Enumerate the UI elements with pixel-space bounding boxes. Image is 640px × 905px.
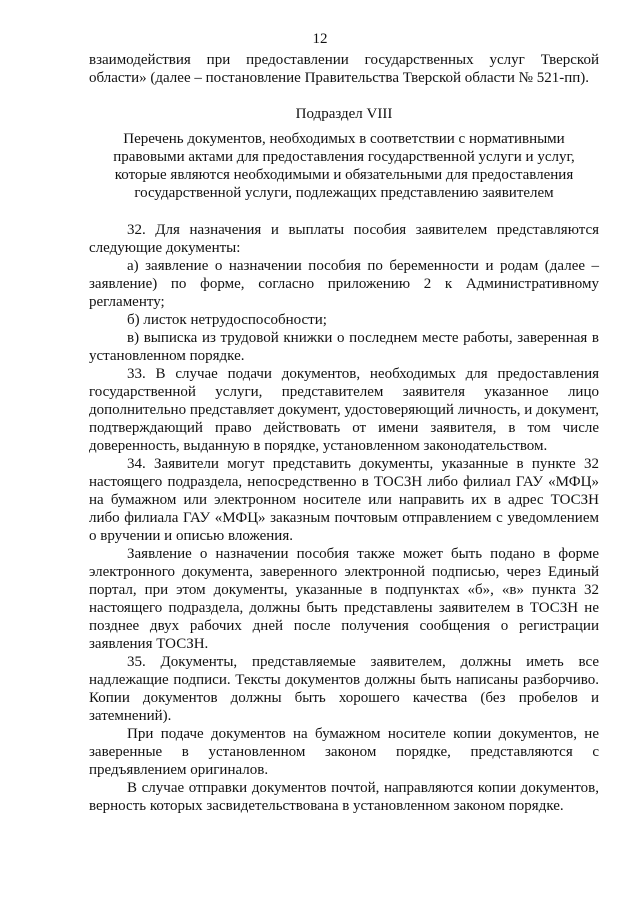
paragraph-mail-copies: В случае отправки документов почтой, направляются копии документов, верность которых засвидетельствована в установленном законом порядке. [89, 780, 599, 814]
paragraph-electronic-submission: Заявление о назначении пособия также может быть подано в форме электронного документа, заверенного электронной подписью, через Единый портал, при этом документы, указанные в подпунктах «б», «в» пункта 32 настоящего подраздела, должны быть представлены заявителем в ТОСЗН не позднее двух рабочих дней после получения сообщения о регистрации заявления ТОСЗН. [89, 546, 599, 652]
section-title: Подраздел VIII [295, 106, 393, 122]
section-description: Перечень документов, необходимых в соответствии с нормативными правовыми актами для предоставления государственной услуги и услуг, которые являются необходимыми и обязательными для предоставления государственной услуги, подлежащих представлению заявителем [113, 131, 575, 201]
list-item-b: б) листок нетрудоспособности; [127, 312, 327, 328]
paragraph-35: 35. Документы, представляемые заявителем, должны иметь все надлежащие подписи. Тексты документов должны быть написаны разборчиво. Копии документов должны быть хорошего качества (без пробелов и затемнений). [89, 654, 599, 724]
paragraph-paper-copies: При подаче документов на бумажном носителе копии документов, не заверенные в установленном законом порядке, представляются с предъявлением оригиналов. [89, 726, 599, 778]
intro-paragraph: взаимодействия при предоставлении государственных услуг Тверской области» (далее – постановление Правительства Тверской области № 521-пп). [89, 52, 599, 86]
paragraph-32: 32. Для назначения и выплаты пособия заявителем представляются следующие документы: [89, 222, 599, 256]
paragraph-34: 34. Заявители могут представить документы, указанные в пункте 32 настоящего подраздела, непосредственно в ТОСЗН либо филиал ГАУ «МФЦ» на бумажном или электронном носителе или направить их в адрес ТОСЗН либо филиала ГАУ «МФЦ» заказным почтовым отправлением с уведомлением о вручении и описью вложения. [89, 456, 599, 544]
document-body [89, 51, 599, 815]
list-item-v: в) выписка из трудовой книжки о последнем месте работы, заверенная в установленном порядке. [89, 330, 599, 364]
list-item-a: а) заявление о назначении пособия по беременности и родам (далее – заявление) по форме, согласно приложению 2 к Административному регламенту; [89, 258, 599, 310]
page-number: 12 [312, 31, 328, 47]
paragraph-33: 33. В случае подачи документов, необходимых для предоставления государственной услуги, представителем заявителя указанное лицо дополнительно представляет документ, удостоверяющий личность, и документ, подтверждающий право действовать от имени заявителя, в том числе доверенность, выданную в порядке, установленном законодательством. [89, 366, 599, 454]
